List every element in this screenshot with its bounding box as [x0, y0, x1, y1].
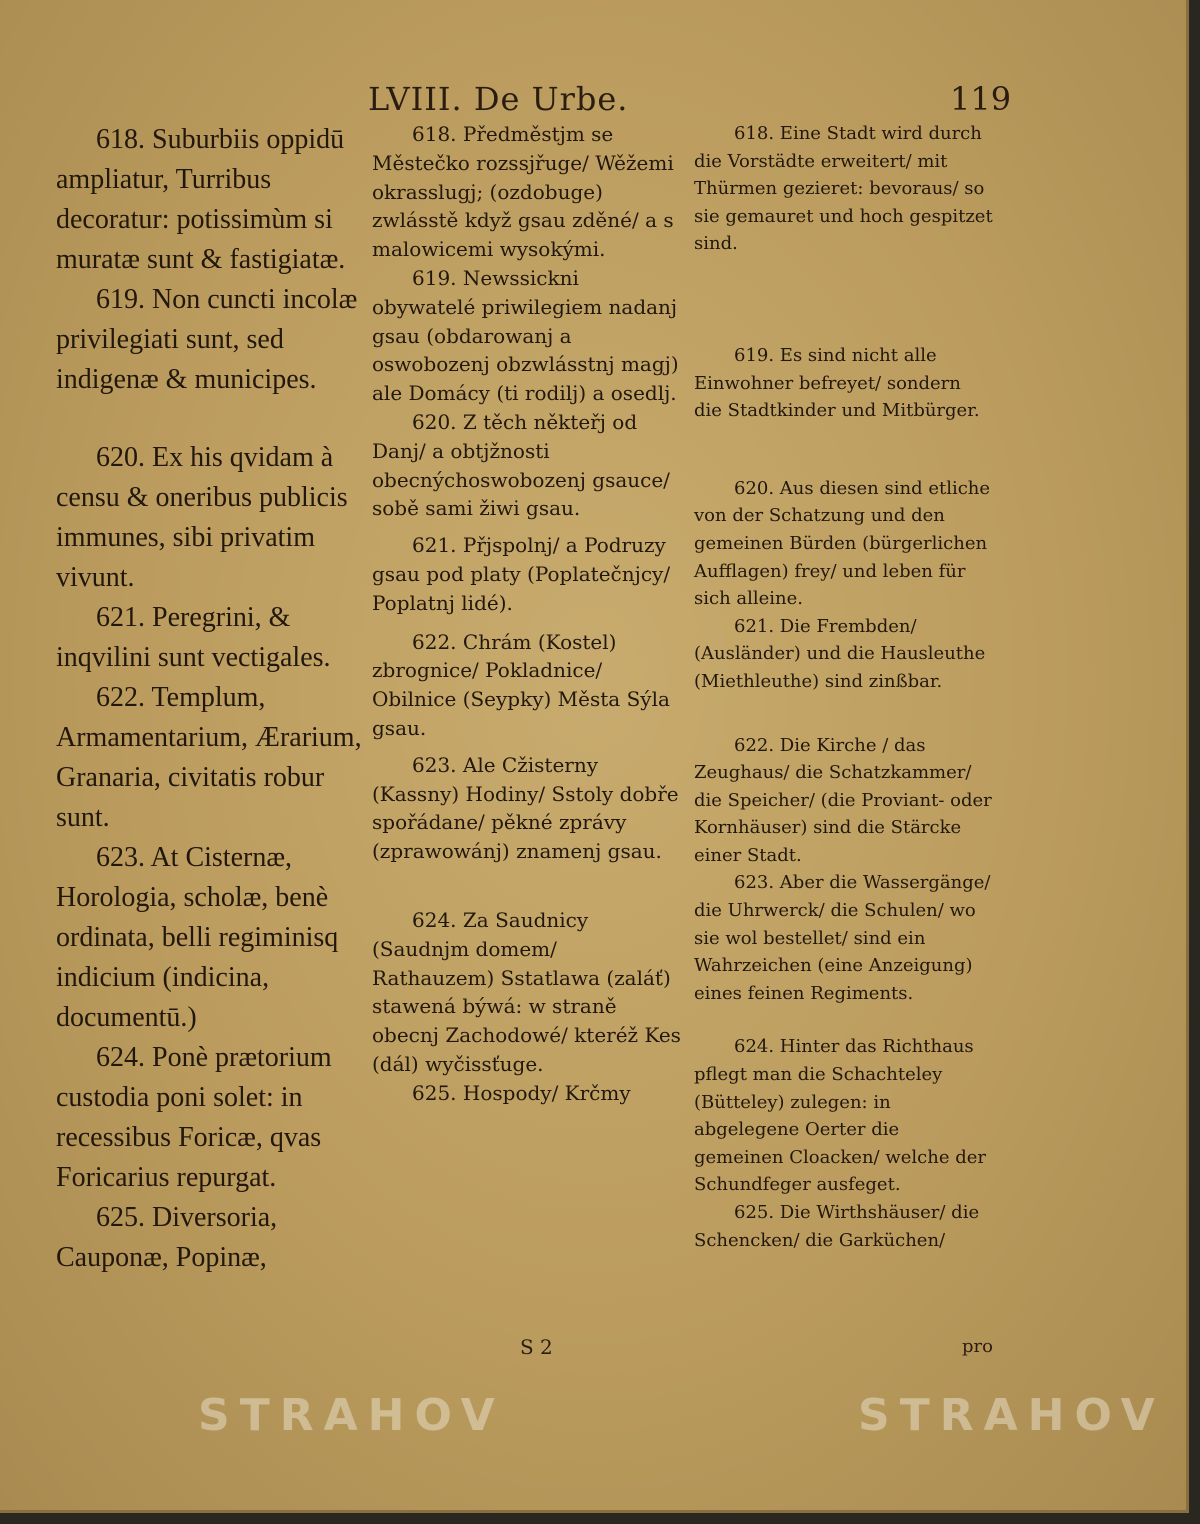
german-para-622: 622. Die Kirche / das Zeughaus/ die Schatzkammer/ die Speicher/ (die Proviant- oder Kornhäuser) sind die Stärcke einer Stadt. — [694, 734, 992, 866]
czech-para-621: 621. Přjspolnj/ a Podruzy gsau pod platy (Poplatečnjcy/ Poplatnj lidé). — [372, 533, 671, 615]
latin-para-618: 618. Suburbiis oppidū ampliatur, Turribus decoratur: potissimùm si muratæ sunt & fastigiatæ. — [56, 124, 346, 275]
latin-para-621: 621. Peregrini, & inqvilini sunt vectigales. — [56, 602, 331, 673]
czech-para-625: 625. Hospody/ Krčmy — [412, 1080, 631, 1105]
latin-para-619: 619. Non cuncti incolæ privilegiati sunt, sed indigenæ & municipes. — [56, 284, 358, 395]
running-head-title: LVIII. De Urbe. — [368, 80, 629, 118]
german-para-623: 623. Aber die Wassergänge/ die Uhrwerck/ die Schulen/ wo sie wol bestellet/ sind ein Wahrzeichen (eine Anzeigung) eines feinen Regiments. — [694, 872, 991, 1004]
czech-para-624: 624. Za Saudnicy (Saudnjm domem/ Rathauzem) Sstatlawa (zaláť) stawená býwá: w straně obecnj Zachodowé/ kteréž Kes (dál) wyčissťuge. — [372, 907, 681, 1076]
catchword: pro — [962, 1336, 993, 1357]
czech-para-618: 618. Předměstjm se Městečko rozssjřuge/ Wěžemi okrasslugj; (ozdobuge) zwlásstě když gsau zděné/ a s malowicemi wysokými. — [372, 122, 674, 262]
german-para-624: 624. Hinter das Richthaus pflegt man die Schachteley (Bütteley) zulegen: in abgelegene Oerter die gemeinen Cloacken/ welche der Schundfeger ausfeget. — [694, 1036, 986, 1196]
library-watermark-left: STRAHOV — [198, 1390, 505, 1441]
latin-para-623: 623. At Cisternæ, Horologia, scholæ, benè ordinata, belli regiminisq indicium (indicina, documentū.) — [56, 842, 339, 1033]
czech-para-619: 619. Newssickni obywatelé priwilegiem nadanj gsau (obdarowanj a oswobozenj obzwlásstnj magj) ale Domácy (ti rodilj) a osedlj. — [372, 265, 679, 406]
german-column — [694, 120, 994, 1254]
german-para-620: 620. Aus diesen sind etliche von der Schatzung und den gemeinen Bürden (bürgerlichen Aufflagen) frey/ und leben für sich alleine. — [694, 477, 991, 610]
german-para-621: 621. Die Frembden/ (Ausländer) und die Hausleuthe (Miethleuthe) sind zinßbar. — [694, 615, 986, 692]
german-para-619: 619. Es sind nicht alle Einwohner befreyet/ sondern die Stadtkinder und Mitbürger. — [694, 344, 980, 422]
signature-mark: S 2 — [520, 1335, 553, 1359]
latin-para-622: 622. Templum, Armamentarium, Ærarium, Granaria, civitatis robur sunt. — [56, 682, 362, 833]
latin-para-624: 624. Ponè prætorium custodia poni solet: in recessibus Foricæ, qvas Foricarius repurgat. — [56, 1042, 332, 1193]
latin-column — [56, 120, 368, 1278]
czech-para-623: 623. Ale Cžisterny (Kassny) Hodiny/ Sstoly dobře spořádane/ pěkné zprávy (zprawowánj) znamenj gsau. — [372, 752, 679, 864]
latin-para-625: 625. Diversoria, Cauponæ, Popinæ, — [56, 1202, 278, 1273]
czech-para-620: 620. Z těch někteřj od Danj/ a obtjžnosti obecnýchoswobozenj gsauce/ sobě sami žiwi gsau. — [372, 409, 670, 521]
latin-para-620: 620. Ex his qvidam à censu & oneribus publicis immunes, sibi privatim vivunt. — [56, 442, 348, 593]
czech-column — [372, 120, 682, 1108]
page-number: 119 — [950, 80, 1012, 118]
german-para-618: 618. Eine Stadt wird durch die Vorstädte erweitert/ mit Thürmen gezieret: bevoraus/ so sie gemauret und hoch gespitzet sind. — [694, 123, 993, 255]
german-para-625: 625. Die Wirthshäuser/ die Schencken/ die Garküchen/ — [694, 1202, 980, 1251]
library-watermark-right: STRAHOV — [858, 1390, 1165, 1441]
czech-para-622: 622. Chrám (Kostel) zbrognice/ Pokladnice/ Obilnice (Seypky) Města Sýla gsau. — [372, 629, 670, 740]
